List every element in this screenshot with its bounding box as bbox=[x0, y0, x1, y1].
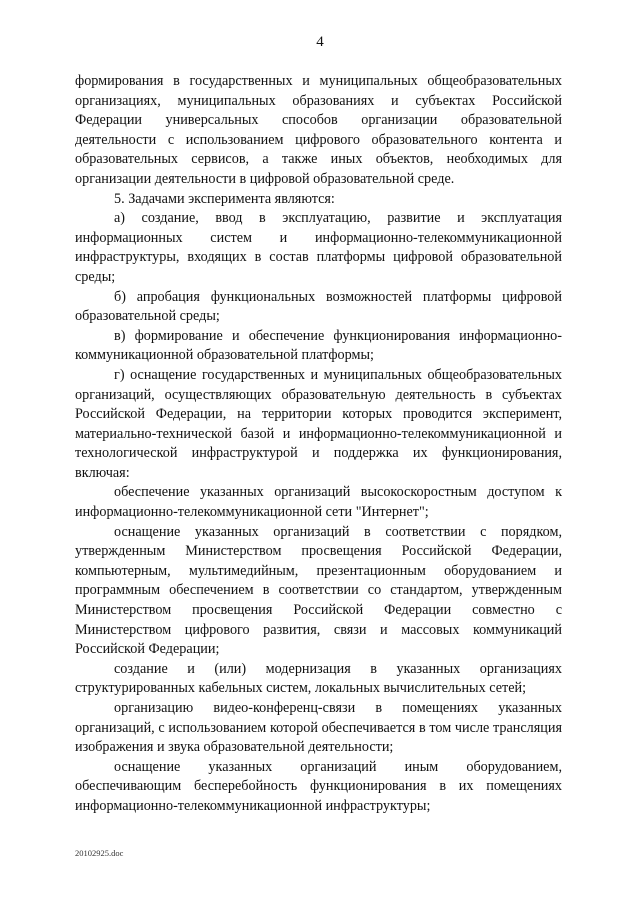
paragraph-cabling: создание и (или) модернизация в указанных организациях структурированных кабельных систем, локальных вычислительных сетей; bbox=[75, 660, 562, 697]
document-body bbox=[75, 72, 562, 817]
paragraph-tasks-heading: 5. Задачами эксперимента являются: bbox=[114, 190, 335, 207]
paragraph-video-conference: организацию видео-конференц-связи в помещениях указанных организаций, с использованием которой обеспечивается в том числе трансляция изображения и звука образовательной деятельности; bbox=[75, 700, 562, 756]
paragraph-internet-access: обеспечение указанных организаций высокоскоростным доступом к информационно-телекоммуникационной сети "Интернет"; bbox=[75, 484, 562, 521]
paragraph-item-g: г) оснащение государственных и муниципальных общеобразовательных организаций, осуществляющих образовательную деятельность в субъектах Российской Федерации, на территории которых проводится эксперимент, материально-технической базой и информационно-телекоммуникационной и технологической инфраструктурой и поддержка их функционирования, включая: bbox=[75, 366, 562, 481]
document-filename: 20102925.doc bbox=[75, 848, 124, 858]
paragraph-item-v: в) формирование и обеспечение функционирования информационно-коммуникационной образовательной платформы; bbox=[75, 327, 562, 364]
paragraph-item-a: а) создание, ввод в эксплуатацию, развитие и эксплуатация информационных систем и информационно-телекоммуникационной инфраструктуры, входящих в состав платформы цифровой образовательной среды; bbox=[75, 210, 562, 285]
paragraph-other-equipment: оснащение указанных организаций иным оборудованием, обеспечивающим бесперебойность функционирования в их помещениях информационно-телекоммуникационной инфраструктуры; bbox=[75, 758, 562, 814]
paragraph-equipment: оснащение указанных организаций в соответствии с порядком, утвержденным Министерством просвещения Российской Федерации, компьютерным, мультимедийным, презентационным оборудованием и программным обеспечением в соответствии со стандартом, утвержденным Министерством просвещения Российской Федерации совместно с Министерством цифрового развития, связи и массовых коммуникаций Российской Федерации; bbox=[75, 523, 562, 658]
page-number: 4 bbox=[316, 34, 324, 50]
paragraph-item-b: б) апробация функциональных возможностей платформы цифровой образовательной среды; bbox=[75, 288, 562, 325]
paragraph-continuation: формирования в государственных и муниципальных общеобразовательных организациях, муниципальных образованиях и субъектах Российской Федерации универсальных способов организации образовательной деятельности с использованием цифрового образовательного контента и образовательных сервисов, а также иных объектов, необходимых для организации деятельности в цифровой образовательной среде. bbox=[75, 73, 562, 187]
